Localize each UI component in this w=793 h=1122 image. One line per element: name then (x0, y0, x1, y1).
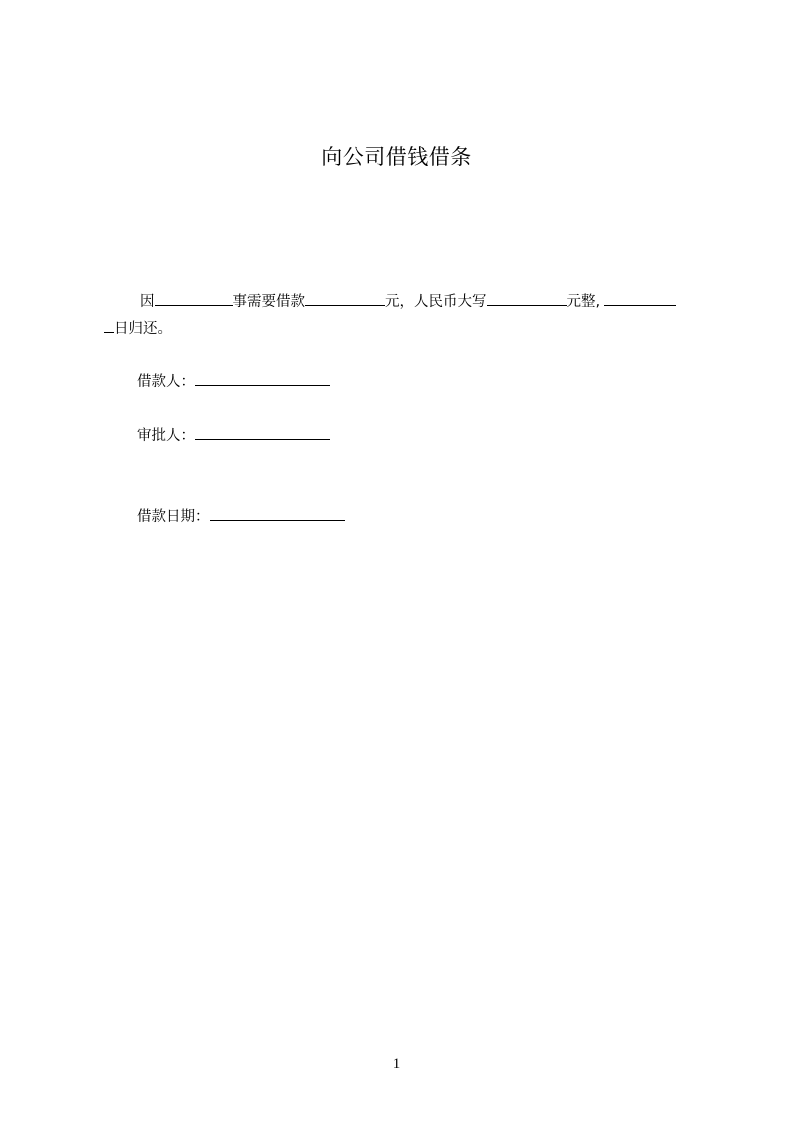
loan-date-label: 借款日期： (137, 509, 210, 525)
repay-date-blank[interactable] (604, 290, 676, 306)
amount-uppercase-label: 元，人民币大写 (385, 294, 487, 310)
page-number: 1 (392, 1056, 401, 1072)
reason-blank[interactable] (155, 290, 233, 306)
borrower-blank[interactable] (195, 370, 330, 386)
approver-signature-line (137, 424, 330, 446)
amount-blank[interactable] (305, 290, 385, 306)
body-paragraph-line-1 (140, 290, 676, 312)
body-paragraph-line-2 (104, 317, 172, 339)
loan-amount-label: 事需要借款 (232, 294, 305, 310)
approver-blank[interactable] (195, 424, 330, 440)
borrower-label: 借款人： (137, 374, 195, 390)
repay-date-blank-continued[interactable] (104, 317, 114, 333)
yuan-suffix: 元整, (566, 294, 601, 310)
reason-prefix: 因 (140, 294, 155, 310)
amount-uppercase-blank[interactable] (487, 290, 567, 306)
loan-date-blank[interactable] (210, 505, 345, 521)
borrower-signature-line (137, 370, 330, 392)
repay-suffix: 日归还。 (114, 321, 172, 337)
document-title: 向公司借钱借条 (321, 145, 472, 169)
loan-date-line (137, 505, 345, 527)
approver-label: 审批人： (137, 428, 195, 444)
